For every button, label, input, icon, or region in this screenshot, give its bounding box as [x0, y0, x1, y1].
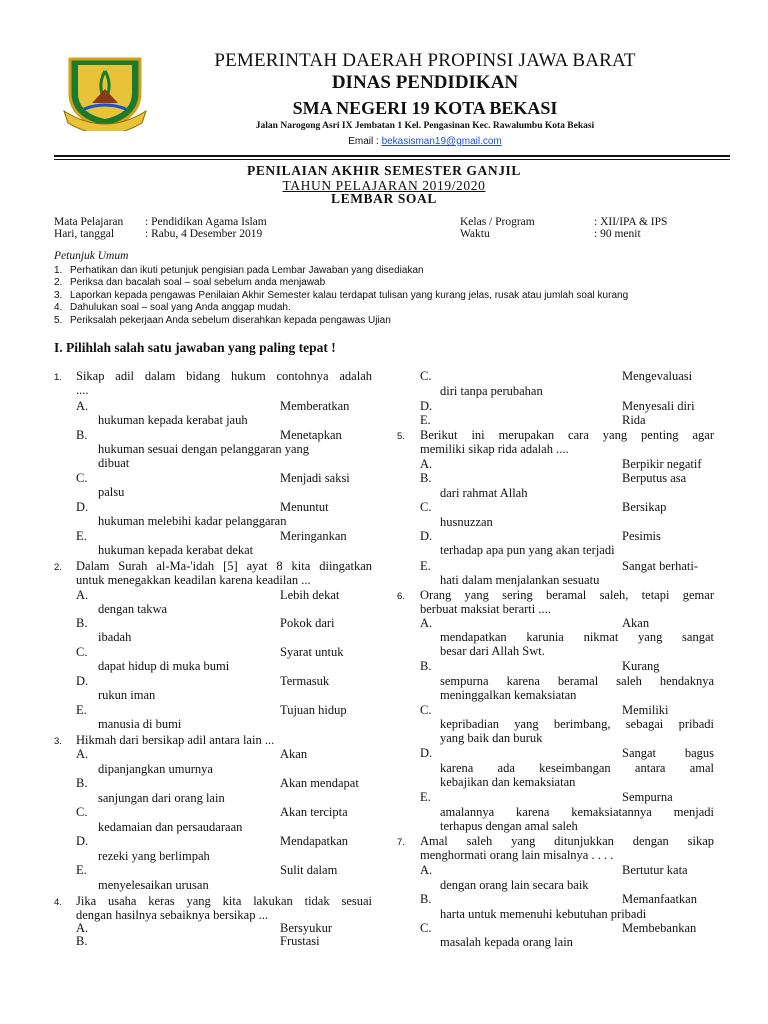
- option-text[interactable]: dipanjangkan umurnya: [98, 762, 213, 776]
- option-letter[interactable]: C.: [420, 703, 432, 717]
- option-text[interactable]: Memberatkan: [280, 399, 350, 413]
- header-address: Jalan Narogong Asri IX Jembatan 1 Kel. Pengasinan Kec. Rawalumbu Kota Bekasi: [255, 121, 595, 131]
- option-text[interactable]: sanjungan dari orang lain: [98, 791, 225, 805]
- option-text[interactable]: kepribadian yang berimbang, sebagai pribadi: [440, 717, 714, 731]
- option-text[interactable]: Akan tercipta: [280, 805, 348, 819]
- question-stem: Jika usaha keras yang kita lakukan tidak sesuai: [76, 894, 372, 908]
- option-text[interactable]: Rida: [622, 413, 646, 427]
- option-letter[interactable]: C.: [76, 471, 88, 485]
- option-text[interactable]: Menetapkan: [280, 428, 342, 442]
- option-letter[interactable]: B.: [420, 892, 432, 906]
- option-letter[interactable]: B.: [76, 616, 88, 630]
- option-text[interactable]: terhapus dengan amal saleh: [440, 819, 578, 833]
- question-number: 1.: [54, 372, 62, 383]
- option-letter[interactable]: A.: [420, 457, 433, 471]
- question-number: 5.: [397, 431, 405, 442]
- option-text[interactable]: Memanfaatkan: [622, 892, 697, 906]
- option-letter[interactable]: D.: [76, 674, 89, 688]
- option-text[interactable]: ibadah: [98, 630, 132, 644]
- option-text[interactable]: Pesimis: [622, 529, 661, 543]
- question-number: 6.: [397, 591, 405, 602]
- email-link[interactable]: bekasisman19@gmail.com: [381, 136, 502, 147]
- option-text[interactable]: Menuntut: [280, 500, 329, 514]
- exam-title: PENILAIAN AKHIR SEMESTER GANJIL: [246, 163, 522, 178]
- question-stem: dengan hasilnya sebaiknya bersikap ...: [76, 908, 268, 922]
- option-text[interactable]: yang baik dan buruk: [440, 731, 543, 745]
- option-text[interactable]: menyelesaikan urusan: [98, 878, 209, 892]
- header-rule-thick: [54, 155, 730, 157]
- option-text[interactable]: Mendapatkan: [280, 834, 349, 848]
- option-letter[interactable]: A.: [76, 921, 89, 935]
- day-value: : Rabu, 4 Desember 2019: [145, 228, 263, 240]
- question-stem: Dalam Surah al-Ma-'idah [5] ayat 8 kita diingatkan: [76, 559, 372, 573]
- option-letter[interactable]: E.: [420, 790, 431, 804]
- option-text[interactable]: besar dari Allah Swt.: [440, 644, 545, 658]
- option-text[interactable]: Frustasi: [280, 934, 320, 948]
- option-letter[interactable]: A.: [420, 616, 433, 630]
- option-text[interactable]: dengan orang lain secara baik: [440, 878, 589, 892]
- option-text[interactable]: hati dalam menjalankan sesuatu: [440, 573, 600, 587]
- option-letter[interactable]: C.: [76, 805, 88, 819]
- option-text[interactable]: amalannya karena kemaksiatannya menjadi: [440, 805, 714, 819]
- option-text[interactable]: Syarat untuk: [280, 645, 344, 659]
- option-text[interactable]: karena ada keseimbangan antara amal: [440, 761, 714, 775]
- option-text[interactable]: Menyesali diri: [622, 399, 695, 413]
- option-text[interactable]: hukuman kepada kerabat dekat: [98, 543, 254, 557]
- question-stem: Orang yang sering beramal saleh, tetapi gemar: [420, 588, 714, 602]
- option-letter[interactable]: C.: [420, 369, 432, 383]
- option-letter[interactable]: A.: [76, 588, 89, 602]
- option-letter[interactable]: B.: [76, 776, 88, 790]
- question-number: 7.: [397, 837, 405, 848]
- option-text[interactable]: husnuzzan: [440, 515, 493, 529]
- option-text[interactable]: Sangat bagus: [622, 746, 714, 760]
- option-text[interactable]: rukun iman: [98, 688, 156, 702]
- email-label: Email :: [348, 136, 382, 147]
- option-letter[interactable]: D.: [420, 529, 433, 543]
- question-stem: ....: [76, 383, 89, 397]
- option-text[interactable]: hukuman sesuai dengan pelanggaran yang: [98, 442, 310, 456]
- header-email-line: [140, 136, 710, 147]
- instructions-title: Petunjuk Umum: [54, 250, 129, 262]
- option-letter[interactable]: A.: [76, 747, 89, 761]
- option-letter[interactable]: A.: [76, 399, 89, 413]
- option-text[interactable]: Bersyukur: [280, 921, 333, 935]
- option-text[interactable]: dapat hidup di muka bumi: [98, 659, 230, 673]
- option-text[interactable]: Berpikir negatif: [622, 457, 702, 471]
- option-text[interactable]: mendapatkan karunia nikmat yang sangat: [440, 630, 714, 644]
- option-letter[interactable]: D.: [76, 834, 89, 848]
- option-letter[interactable]: D.: [420, 399, 433, 413]
- option-text[interactable]: terhadap apa pun yang akan terjadi: [440, 543, 615, 557]
- option-text[interactable]: dengan takwa: [98, 602, 168, 616]
- option-letter[interactable]: D.: [420, 746, 433, 760]
- option-text[interactable]: masalah kepada orang lain: [440, 935, 573, 949]
- question-stem: Amal saleh yang ditunjukkan dengan sikap: [420, 834, 714, 848]
- time-value: : 90 menit: [594, 228, 641, 240]
- option-letter[interactable]: E.: [76, 863, 87, 877]
- header-government: PEMERINTAH DAERAH PROPINSI JAWA BARAT: [214, 50, 636, 71]
- question-stem: Sikap adil dalam bidang hukum contohnya adalah: [76, 369, 372, 383]
- school-logo: [62, 53, 148, 131]
- option-text[interactable]: hukuman kepada kerabat jauh: [98, 413, 248, 427]
- header-department: DINAS PENDIDIKAN: [331, 72, 519, 93]
- exam-sheet-label: LEMBAR SOAL: [331, 191, 437, 206]
- option-text[interactable]: Tujuan hidup: [280, 703, 347, 717]
- option-text[interactable]: Bersikap: [622, 500, 667, 514]
- option-letter[interactable]: B.: [420, 471, 432, 485]
- option-text[interactable]: Meringankan: [280, 529, 347, 543]
- option-text[interactable]: Akan: [622, 616, 650, 630]
- day-label: Hari, tanggal: [54, 228, 115, 240]
- option-letter[interactable]: B.: [76, 428, 88, 442]
- option-text[interactable]: hukuman melebihi kadar pelanggaran: [98, 514, 287, 528]
- option-letter[interactable]: E.: [420, 413, 431, 427]
- option-text[interactable]: kedamaian dan persaudaraan: [98, 820, 243, 834]
- option-letter[interactable]: E.: [420, 559, 431, 573]
- option-text[interactable]: Termasuk: [280, 674, 330, 688]
- option-text[interactable]: Mengevaluasi: [622, 369, 693, 383]
- header-school: SMA NEGERI 19 KOTA BEKASI: [292, 98, 558, 118]
- option-text[interactable]: dari rahmat Allah: [440, 486, 528, 500]
- question-stem: berbuat maksiat berarti ....: [420, 602, 551, 616]
- option-text[interactable]: Pokok dari: [280, 616, 335, 630]
- option-text[interactable]: Membebankan: [622, 921, 697, 935]
- option-letter[interactable]: C.: [420, 500, 432, 514]
- subject-value: : Pendidikan Agama Islam: [145, 216, 267, 228]
- option-letter[interactable]: B.: [420, 659, 432, 673]
- option-text[interactable]: Lebih dekat: [280, 588, 340, 602]
- class-value: : XII/IPA & IPS: [594, 216, 668, 228]
- option-text[interactable]: Akan: [280, 747, 308, 761]
- option-letter[interactable]: E.: [76, 703, 87, 717]
- question-number: 2.: [54, 562, 62, 573]
- option-text[interactable]: manusia di bumi: [98, 717, 182, 731]
- option-text[interactable]: Memiliki: [622, 703, 669, 717]
- option-text[interactable]: Akan mendapat: [280, 776, 359, 790]
- option-text[interactable]: rezeki yang berlimpah: [98, 849, 210, 863]
- option-letter[interactable]: A.: [420, 863, 433, 877]
- option-text[interactable]: Sempurna: [622, 790, 673, 804]
- option-text[interactable]: harta untuk memenuhi kebutuhan pribadi: [440, 907, 647, 921]
- question-stem: untuk menegakkan keadilan karena keadilan ...: [76, 573, 311, 587]
- option-text[interactable]: Sulit dalam: [280, 863, 338, 877]
- option-letter[interactable]: E.: [76, 529, 87, 543]
- question-stem: Berikut ini merupakan cara yang penting agar: [420, 428, 714, 442]
- option-text[interactable]: Bertutur kata: [622, 863, 688, 877]
- class-label: Kelas / Program: [460, 216, 535, 228]
- option-text[interactable]: dibuat: [98, 456, 130, 470]
- option-letter[interactable]: D.: [76, 500, 89, 514]
- option-text[interactable]: sempurna karena beramal saleh hendaknya: [440, 674, 714, 688]
- subject-label: Mata Pelajaran: [54, 216, 124, 228]
- option-text[interactable]: palsu: [98, 485, 125, 499]
- question-stem: memiliki sikap rida adalah ....: [420, 442, 569, 456]
- option-letter[interactable]: C.: [76, 645, 88, 659]
- question-stem: menghormati orang lain misalnya . . . .: [420, 848, 614, 862]
- option-text[interactable]: kebajikan dan kemaksiatan: [440, 775, 576, 789]
- option-text[interactable]: Berputus asa: [622, 471, 687, 485]
- question-number: 4.: [54, 897, 62, 908]
- exam-year: TAHUN PELAJARAN 2019/2020: [282, 178, 486, 193]
- option-text[interactable]: diri tanpa perubahan: [440, 384, 543, 398]
- question-stem: Hikmah dari bersikap adil antara lain ...: [76, 733, 275, 747]
- time-label: Waktu: [460, 228, 490, 240]
- option-text[interactable]: meninggalkan kemaksiatan: [440, 688, 577, 702]
- option-letter[interactable]: C.: [420, 921, 432, 935]
- header-rule-thin: [54, 159, 730, 160]
- option-letter[interactable]: B.: [76, 934, 88, 948]
- option-text[interactable]: Sangat berhati-: [622, 559, 699, 573]
- option-text[interactable]: Menjadi saksi: [280, 471, 350, 485]
- section-heading: I. Pilihlah salah satu jawaban yang paling tepat !: [54, 340, 336, 355]
- question-number: 3.: [54, 736, 62, 747]
- option-text[interactable]: Kurang: [622, 659, 660, 673]
